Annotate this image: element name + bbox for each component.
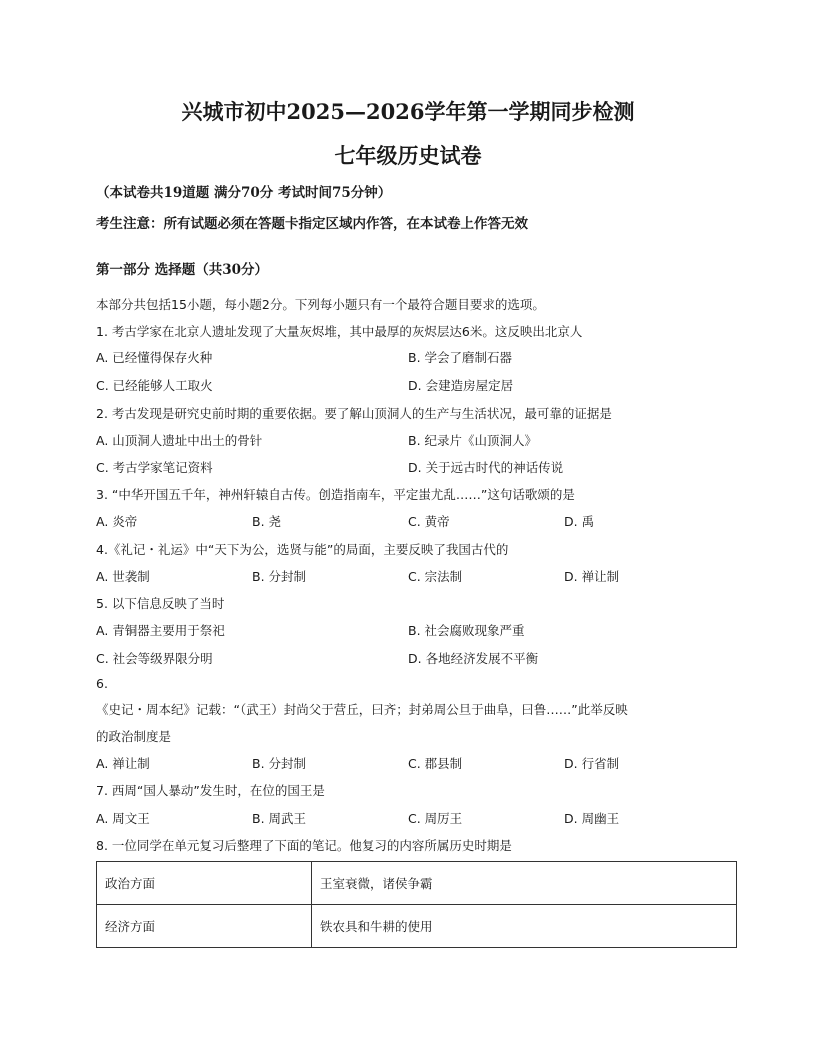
question-4-stem: 4.《礼记・礼运》中“天下为公，选贤与能”的局面，主要反映了我国古代的 — [96, 542, 509, 557]
question-5-option-a: A. 青铜器主要用于祭祀 — [96, 623, 225, 638]
question-6-option-d: D. 行省制 — [564, 756, 620, 771]
question-2-option-c: C. 考古学家笔记资料 — [96, 460, 213, 475]
exam-info: （本试卷共19道题 满分70分 考试时间75分钟） — [96, 185, 392, 201]
question-7-option-a: A. 周文王 — [96, 811, 150, 826]
question-3-stem: 3. “中华开国五千年，神州轩辕自古传。创造指南车，平定蚩尤乱……”这句话歌颂的是 — [96, 487, 575, 502]
part1-instructions: 本部分共包括15小题，每小题2分。下列每小题只有一个最符合题目要求的选项。 — [96, 297, 545, 312]
question-5-option-c: C. 社会等级界限分明 — [96, 651, 213, 666]
question-6-option-b: B. 分封制 — [252, 756, 307, 771]
question-8-stem: 8. 一位同学在单元复习后整理了下面的笔记。他复习的内容所属历史时期是 — [96, 838, 512, 853]
question-5-option-d: D. 各地经济发展不平衡 — [408, 651, 539, 666]
question-3-option-d: D. 禹 — [564, 514, 595, 529]
table-cell: 经济方面 — [97, 905, 312, 948]
table-row — [97, 862, 737, 905]
question-6-option-a: A. 禅让制 — [96, 756, 150, 771]
question-2-option-d: D. 关于远古时代的神话传说 — [408, 460, 564, 475]
question-6-stem-continued: 的政治制度是 — [96, 729, 172, 744]
question-1-option-b: B. 学会了磨制石器 — [408, 350, 513, 365]
question-3-option-c: C. 黄帝 — [408, 514, 450, 529]
table-cell: 政治方面 — [97, 862, 312, 905]
exam-title: 兴城市初中2025—2026学年第一学期同步检测 — [181, 99, 635, 124]
part1-heading: 第一部分 选择题（共30分） — [96, 262, 268, 278]
question-3-option-a: A. 炎帝 — [96, 514, 138, 529]
question-6-number: 6. — [96, 676, 108, 691]
question-7-option-b: B. 周武王 — [252, 811, 307, 826]
question-5-option-b: B. 社会腐败现象严重 — [408, 623, 525, 638]
question-6-stem: 《史记・周本纪》记载：“（武王）封尚父于营丘，曰齐；封弟周公旦于曲阜，曰鲁……”此举反映 — [96, 702, 628, 717]
question-7-stem: 7. 西周“国人暴动”发生时，在位的国王是 — [96, 783, 325, 798]
question-3-option-b: B. 尧 — [252, 514, 282, 529]
question-6-option-c: C. 郡县制 — [408, 756, 463, 771]
table-row — [97, 905, 737, 948]
question-5-stem: 5. 以下信息反映了当时 — [96, 596, 225, 611]
question-1-option-d: D. 会建造房屋定居 — [408, 378, 514, 393]
question-4-option-a: A. 世袭制 — [96, 569, 150, 584]
question-1-option-c: C. 已经能够人工取火 — [96, 378, 213, 393]
question-4-option-d: D. 禅让制 — [564, 569, 620, 584]
candidate-notice: 考生注意：所有试题必须在答题卡指定区域内作答，在本试卷上作答无效 — [96, 216, 528, 232]
question-4-option-c: C. 宗法制 — [408, 569, 463, 584]
question-2-option-b: B. 纪录片《山顶洞人》 — [408, 433, 538, 448]
question-2-stem: 2. 考古发现是研究史前时期的重要依据。要了解山顶洞人的生产与生活状况，最可靠的证据是 — [96, 406, 612, 421]
table-cell: 王室衰微，诸侯争霸 — [312, 862, 737, 905]
notes-table — [96, 861, 737, 948]
question-2-option-a: A. 山顶洞人遗址中出土的骨针 — [96, 433, 263, 448]
question-7-option-c: C. 周厉王 — [408, 811, 463, 826]
question-7-option-d: D. 周幽王 — [564, 811, 620, 826]
question-1-stem: 1. 考古学家在北京人遗址发现了大量灰烬堆，其中最厚的灰烬层达6米。这反映出北京人 — [96, 324, 583, 339]
exam-subtitle: 七年级历史试卷 — [334, 143, 482, 168]
question-1-option-a: A. 已经懂得保存火种 — [96, 350, 213, 365]
question-4-option-b: B. 分封制 — [252, 569, 307, 584]
table-cell: 铁农具和牛耕的使用 — [312, 905, 737, 948]
